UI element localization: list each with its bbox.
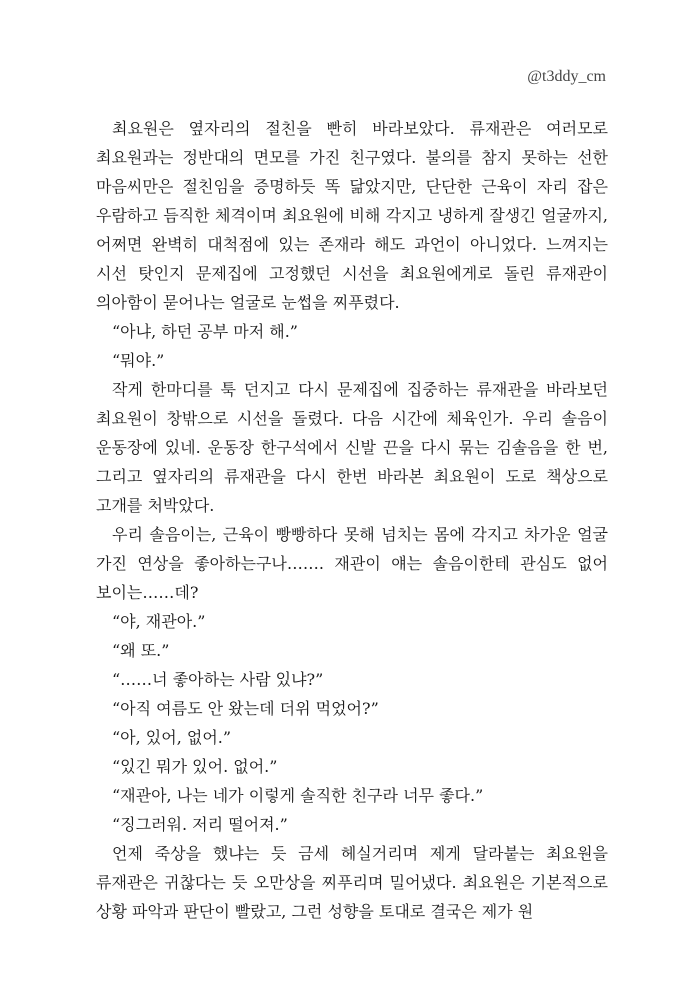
dialogue-line: “아직 여름도 안 왔는데 더위 먹었어?”	[112, 699, 379, 718]
story-text	[96, 114, 608, 926]
dialogue-line: “있긴 뭐가 있어. 없어.”	[112, 757, 278, 776]
paragraph: 최요원은 옆자리의 절친을 빤히 바라보았다. 류재관은 여러모로 최요원과는 정반대의 면모를 가진 친구였다. 불의를 참지 못하는 선한 마음씨만은 절친임을 증명하듯 똑 닮았지만, 단단한 근육이 자리 잡은 우람하고 듬직한 체격이며 최요원에 비해 각지고 냉하게 잘생긴 얼굴까지, 어쩌면 완벽히 대척점에 있는 존재라 해도 과언이 아니었다. 느껴지는 시선 탓인지 문제집에 고정했던 시선을 최요원에게로 돌린 류재관이 의아함이 묻어나는 얼굴로 눈썹을 찌푸렸다.	[96, 119, 608, 312]
dialogue-line: “아, 있어, 없어.”	[112, 728, 232, 747]
dialogue-line: “재관아, 나는 네가 이렇게 솔직한 친구라 너무 좋다.”	[112, 786, 484, 805]
dialogue-line: “왜 또.”	[112, 641, 170, 660]
paragraph: 언제 죽상을 했냐는 듯 금세 헤실거리며 제게 달라붙는 최요원을 류재관은 귀찮다는 듯 오만상을 찌푸리며 밀어냈다. 최요원은 기본적으로 상황 파악과 판단이 빨랐고, 그런 성향을 토대로 결국은 제가 원	[96, 844, 608, 921]
dialogue-line: “……너 좋아하는 사람 있냐?”	[112, 670, 324, 689]
dialogue-line: “뭐야.”	[112, 351, 165, 370]
paragraph: 우리 솔음이는, 근육이 빵빵하다 못해 넘치는 몸에 각지고 차가운 얼굴 가진 연상을 좋아하는구나……. 재관이 얘는 솔음이한테 관심도 없어 보이는……데?	[96, 525, 608, 602]
dialogue-line: “아냐, 하던 공부 마저 해.”	[112, 322, 298, 341]
author-handle: @t3ddy_cm	[527, 68, 606, 85]
dialogue-line: “야, 재관아.”	[112, 612, 206, 631]
dialogue-line: “징그러워. 저리 떨어져.”	[112, 815, 288, 834]
paragraph: 작게 한마디를 툭 던지고 다시 문제집에 집중하는 류재관을 바라보던 최요원이 창밖으로 시선을 돌렸다. 다음 시간에 체육인가. 우리 솔음이 운동장에 있네. 운동장 한구석에서 신발 끈을 다시 묶는 김솔음을 한 번, 그리고 옆자리의 류재관을 다시 한번 바라본 최요원이 도로 책상으로 고개를 처박았다.	[96, 380, 608, 515]
